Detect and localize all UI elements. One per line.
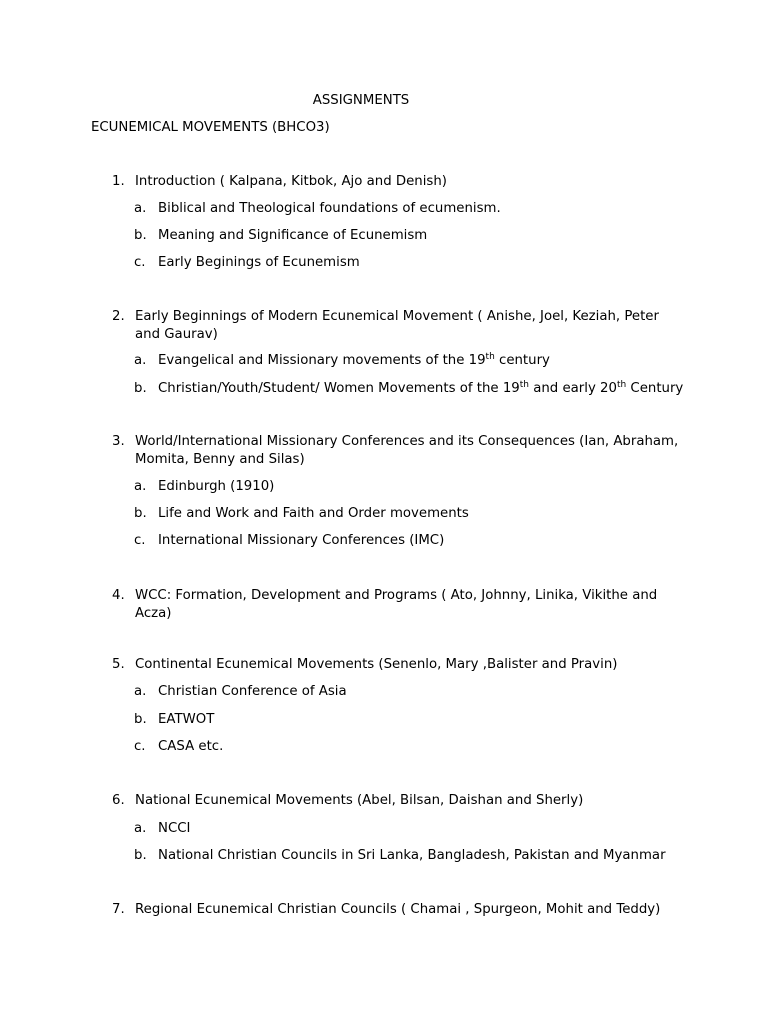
sub-item-5a xyxy=(134,683,694,701)
sub-item-text: Evangelical and Missionary movements of the 19th century xyxy=(158,352,550,368)
sub-item-letter: a. xyxy=(134,479,147,494)
sub-item-3b xyxy=(134,505,694,523)
assignment-item-4 xyxy=(112,587,682,623)
item-text: WCC: Formation, Development and Programs ( Ato, Johnny, Linika, Vikithe and Acza) xyxy=(135,588,658,621)
assignment-item-2 xyxy=(112,308,682,344)
sub-item-letter: a. xyxy=(134,821,147,836)
sub-item-3a xyxy=(134,478,694,496)
sub-item-text: Meaning and Significance of Ecunemism xyxy=(158,228,428,243)
document-title: ASSIGNMENTS xyxy=(312,93,410,108)
sub-item-1c xyxy=(134,254,694,272)
sub-item-text: Early Beginings of Ecunemism xyxy=(158,255,360,270)
item-number: 7. xyxy=(112,902,125,917)
sub-item-1a xyxy=(134,200,694,218)
item-text: Continental Ecunemical Movements (Senenlo, Mary ,Balister and Pravin) xyxy=(135,657,618,672)
sub-item-1b xyxy=(134,227,694,245)
sub-item-text: Life and Work and Faith and Order movements xyxy=(158,506,469,521)
sub-item-2b xyxy=(134,380,694,398)
sub-item-letter: b. xyxy=(134,848,147,863)
item-number: 4. xyxy=(112,588,125,603)
sub-item-text: International Missionary Conferences (IMC) xyxy=(158,533,445,548)
sub-item-text: National Christian Councils in Sri Lanka, Bangladesh, Pakistan and Myanmar xyxy=(158,848,666,863)
sub-item-letter: c. xyxy=(134,739,146,754)
sub-item-letter: b. xyxy=(134,712,147,727)
sub-item-6a xyxy=(134,820,694,838)
assignment-item-6 xyxy=(112,792,682,810)
item-number: 3. xyxy=(112,434,125,449)
sub-item-text: Edinburgh (1910) xyxy=(158,479,275,494)
item-text: National Ecunemical Movements (Abel, Bilsan, Daishan and Sherly) xyxy=(135,793,584,808)
course-heading: ECUNEMICAL MOVEMENTS (BHCO3) xyxy=(91,120,330,135)
assignment-item-5 xyxy=(112,656,682,674)
sub-item-5b xyxy=(134,711,694,729)
sub-item-letter: b. xyxy=(134,506,147,521)
item-number: 1. xyxy=(112,174,125,189)
assignment-item-7 xyxy=(112,901,682,919)
sub-item-text: NCCI xyxy=(158,821,191,836)
item-text: Early Beginnings of Modern Ecunemical Movement ( Anishe, Joel, Keziah, Peter and Gaurav) xyxy=(135,309,659,342)
item-text: Introduction ( Kalpana, Kitbok, Ajo and Denish) xyxy=(135,174,447,189)
sub-item-6b xyxy=(134,847,694,865)
sub-item-5c xyxy=(134,738,694,756)
sub-item-2a xyxy=(134,352,694,370)
item-text: World/International Missionary Conferences and its Consequences (Ian, Abraham, Momita, Benny and Silas) xyxy=(135,434,679,467)
sub-item-letter: c. xyxy=(134,255,146,270)
assignment-item-3 xyxy=(112,433,682,469)
sub-item-letter: b. xyxy=(134,381,147,396)
item-number: 2. xyxy=(112,309,125,324)
sub-item-3c xyxy=(134,532,694,550)
sub-item-text: Christian/Youth/Student/ Women Movements of the 19th and early 20th Century xyxy=(158,380,684,396)
assignment-item-1 xyxy=(112,173,682,191)
sub-item-letter: a. xyxy=(134,353,147,368)
sub-item-letter: a. xyxy=(134,201,147,216)
sub-item-text: Christian Conference of Asia xyxy=(158,684,347,699)
sub-item-letter: a. xyxy=(134,684,147,699)
item-number: 5. xyxy=(112,657,125,672)
item-number: 6. xyxy=(112,793,125,808)
sub-item-letter: b. xyxy=(134,228,147,243)
item-text: Regional Ecunemical Christian Councils ( Chamai , Spurgeon, Mohit and Teddy) xyxy=(135,902,661,917)
sub-item-text: Biblical and Theological foundations of ecumenism. xyxy=(158,201,501,216)
sub-item-text: EATWOT xyxy=(158,712,215,727)
sub-item-text: CASA etc. xyxy=(158,739,224,754)
sub-item-letter: c. xyxy=(134,533,146,548)
